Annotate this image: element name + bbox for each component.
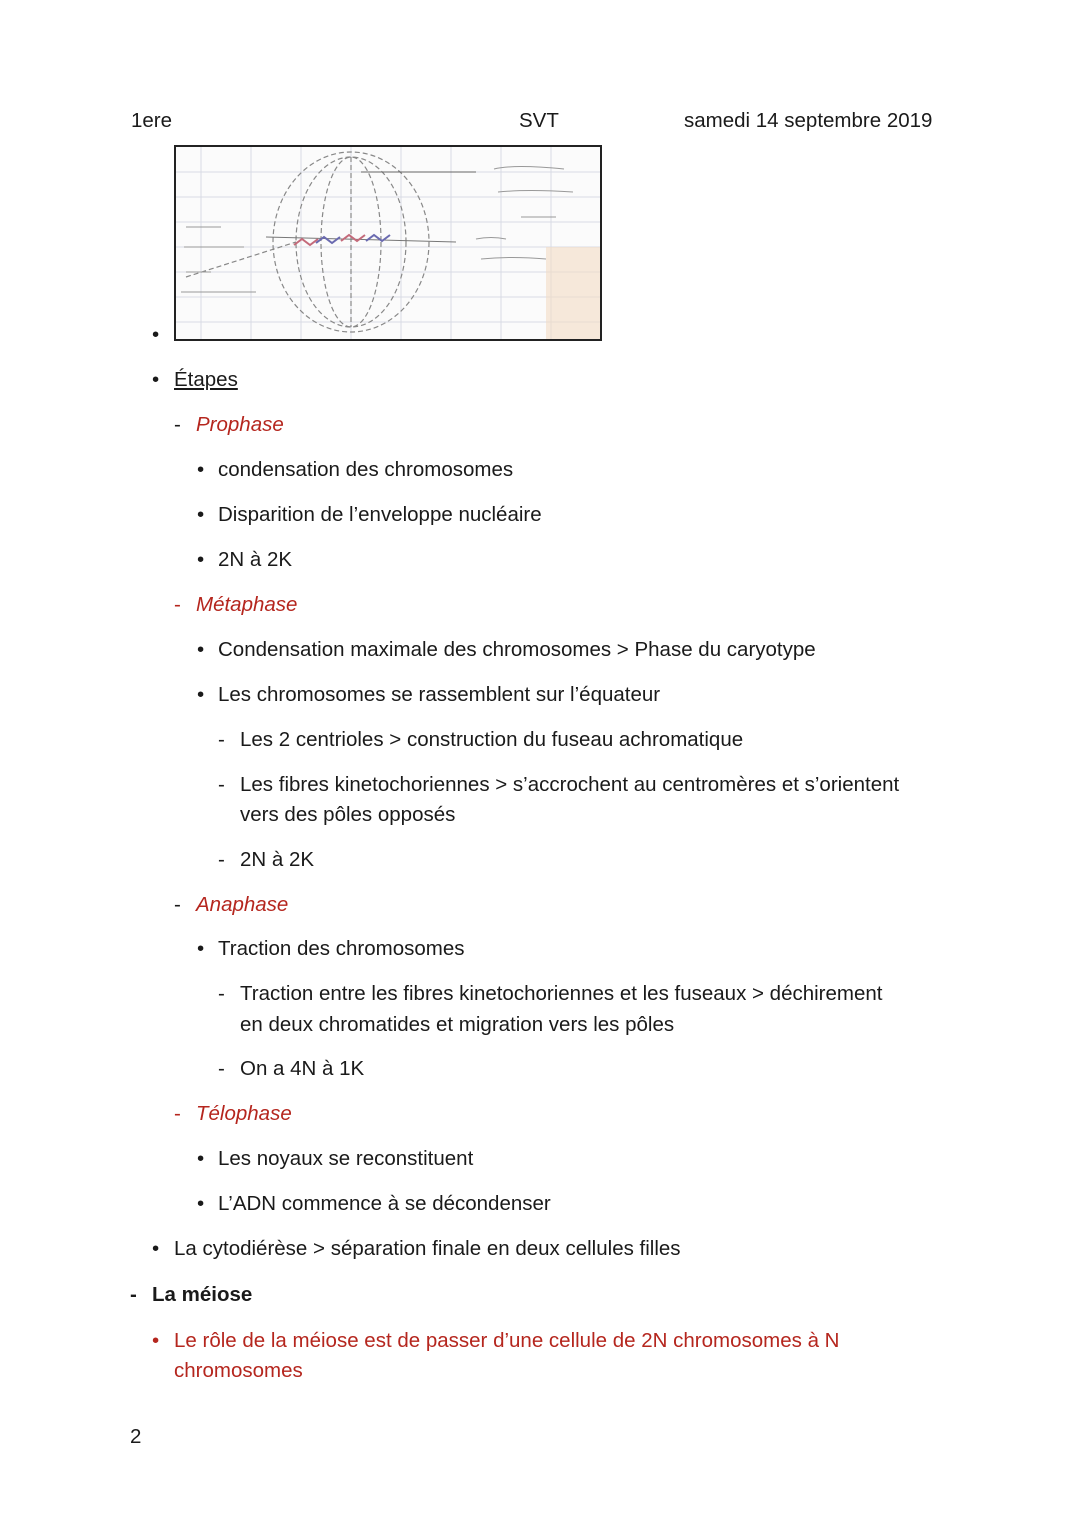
- dash: -: [218, 728, 225, 751]
- bullet: •: [152, 323, 160, 346]
- list-item: Condensation maximale des chromosomes > Phase du caryotype: [218, 638, 816, 661]
- list-item: Disparition de l’enveloppe nucléaire: [218, 503, 542, 526]
- phase-title-metaphase: Métaphase: [196, 593, 298, 616]
- list-item: 2N à 2K: [218, 548, 293, 571]
- dash: -: [174, 1102, 181, 1125]
- sub-item: 2N à 2K: [240, 848, 315, 871]
- list-item: condensation des chromosomes: [218, 458, 514, 481]
- bullet: •: [152, 1237, 160, 1260]
- list-item: Les chromosomes se rassemblent sur l’équateur: [218, 683, 661, 706]
- bullet: •: [197, 503, 205, 526]
- bullet: •: [197, 1147, 205, 1170]
- bullet: •: [197, 683, 205, 706]
- list-item: Traction des chromosomes: [218, 937, 465, 960]
- bullet: •: [197, 458, 205, 481]
- page-number: 2: [130, 1425, 142, 1448]
- meiose-text: Le rôle de la méiose est de passer d’une cellule de 2N chromosomes à N: [174, 1329, 840, 1352]
- sub-item: Les 2 centrioles > construction du fuseau achromatique: [240, 728, 744, 751]
- phase-title-prophase: Prophase: [196, 413, 284, 436]
- meiose-text-continuation: chromosomes: [174, 1359, 303, 1382]
- meiose-heading: La méiose: [152, 1283, 253, 1306]
- header-subject: SVT: [519, 109, 559, 132]
- sub-item: Traction entre les fibres kinetochoriennes et les fuseaux > déchirement: [240, 982, 883, 1005]
- phase-title-anaphase: Anaphase: [196, 893, 289, 916]
- sub-item: Les fibres kinetochoriennes > s’accrochent au centromères et s’orientent: [240, 773, 900, 796]
- mitosis-drawing: [176, 147, 602, 341]
- dash: -: [174, 413, 181, 436]
- dash: -: [130, 1283, 137, 1306]
- section-etapes-heading: Étapes: [174, 368, 238, 391]
- bullet: •: [197, 937, 205, 960]
- bullet: •: [197, 548, 205, 571]
- sub-item-continuation: en deux chromatides et migration vers les pôles: [240, 1013, 675, 1036]
- header-class: 1ere: [131, 109, 173, 132]
- mitosis-sketch-image: [174, 145, 602, 341]
- dash: -: [218, 1057, 225, 1080]
- sub-item-continuation: vers des pôles opposés: [240, 803, 456, 826]
- list-item: Les noyaux se reconstituent: [218, 1147, 474, 1170]
- dash: -: [174, 593, 181, 616]
- cytodierese-item: La cytodiérèse > séparation finale en deux cellules filles: [174, 1237, 681, 1260]
- bullet: •: [152, 368, 160, 391]
- bullet: •: [197, 638, 205, 661]
- bullet: •: [197, 1192, 205, 1215]
- list-item: L’ADN commence à se décondenser: [218, 1192, 551, 1215]
- sub-item: On a 4N à 1K: [240, 1057, 365, 1080]
- bullet: •: [152, 1329, 160, 1352]
- phase-title-telophase: Télophase: [196, 1102, 292, 1125]
- dash: -: [174, 893, 181, 916]
- dash: -: [218, 982, 225, 1005]
- dash: -: [218, 773, 225, 796]
- dash: -: [218, 848, 225, 871]
- header-date: samedi 14 septembre 2019: [684, 109, 933, 132]
